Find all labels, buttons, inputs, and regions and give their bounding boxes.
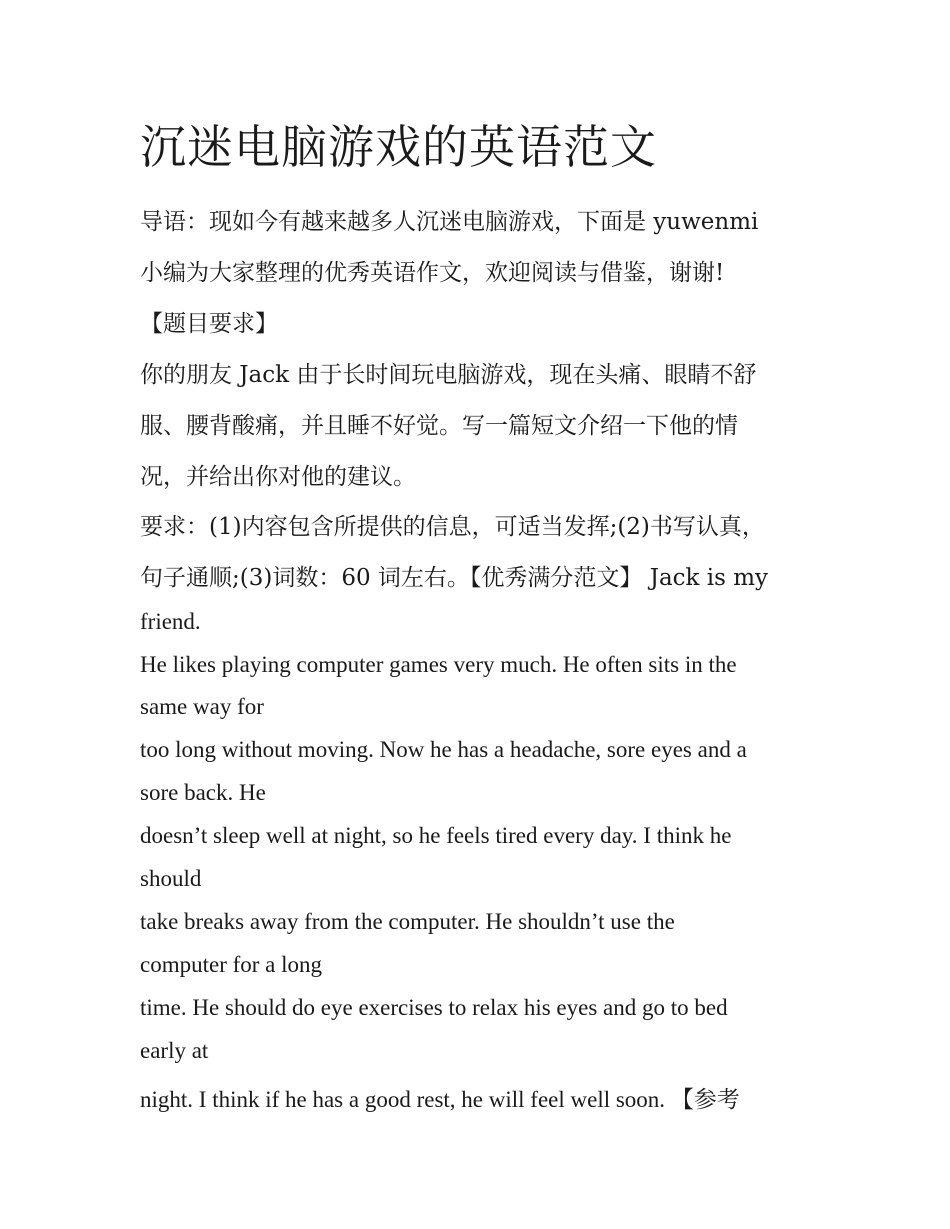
essay-line-12: night. I think if he has a good rest, he will feel well soon. 【参考: [140, 1087, 740, 1112]
essay-line-4: too long without moving. Now he has a headache, sore eyes and a: [140, 737, 747, 762]
essay-line-11: early at: [140, 1038, 209, 1063]
prompt-line-2: 服、腰背酸痛，并且睡不好觉。写一篇短文介绍一下他的情: [140, 413, 738, 439]
essay-line-1: friend.: [140, 609, 201, 634]
essay-line-2: He likes playing computer games very much. He often sits in the: [140, 652, 737, 677]
essay-line-8: take breaks away from the computer. He shouldn’t use the: [140, 909, 675, 934]
prompt-line-3: 况，并给出你对他的建议。: [140, 464, 416, 490]
essay-line-6: doesn’t sleep well at night, so he feels tired every day. I think he: [140, 823, 732, 848]
essay-line-3: same way for: [140, 694, 264, 719]
essay-line-10: time. He should do eye exercises to relax his eyes and go to bed: [140, 995, 728, 1020]
requirements-line-2: 句子通顺;(3)词数：60 词左右。【优秀满分范文】 Jack is my: [140, 565, 769, 591]
essay-line-9: computer for a long: [140, 952, 323, 977]
essay-line-7: should: [140, 866, 202, 891]
essay-line-5: sore back. He: [140, 780, 266, 805]
section-heading-requirements: 【题目要求】: [140, 311, 278, 337]
requirements-line-1: 要求：(1)内容包含所提供的信息，可适当发挥;(2)书写认真，: [140, 514, 765, 540]
prompt-line-1: 你的朋友 Jack 由于长时间玩电脑游戏，现在头痛、眼睛不舒: [140, 362, 757, 388]
intro-line-2: 小编为大家整理的优秀英语作文，欢迎阅读与借鉴，谢谢!: [140, 260, 725, 286]
document-title: 沉迷电脑游戏的英语范文: [140, 120, 657, 174]
intro-line-1: 导语：现如今有越来越多人沉迷电脑游戏，下面是 yuwenmi: [140, 209, 759, 235]
